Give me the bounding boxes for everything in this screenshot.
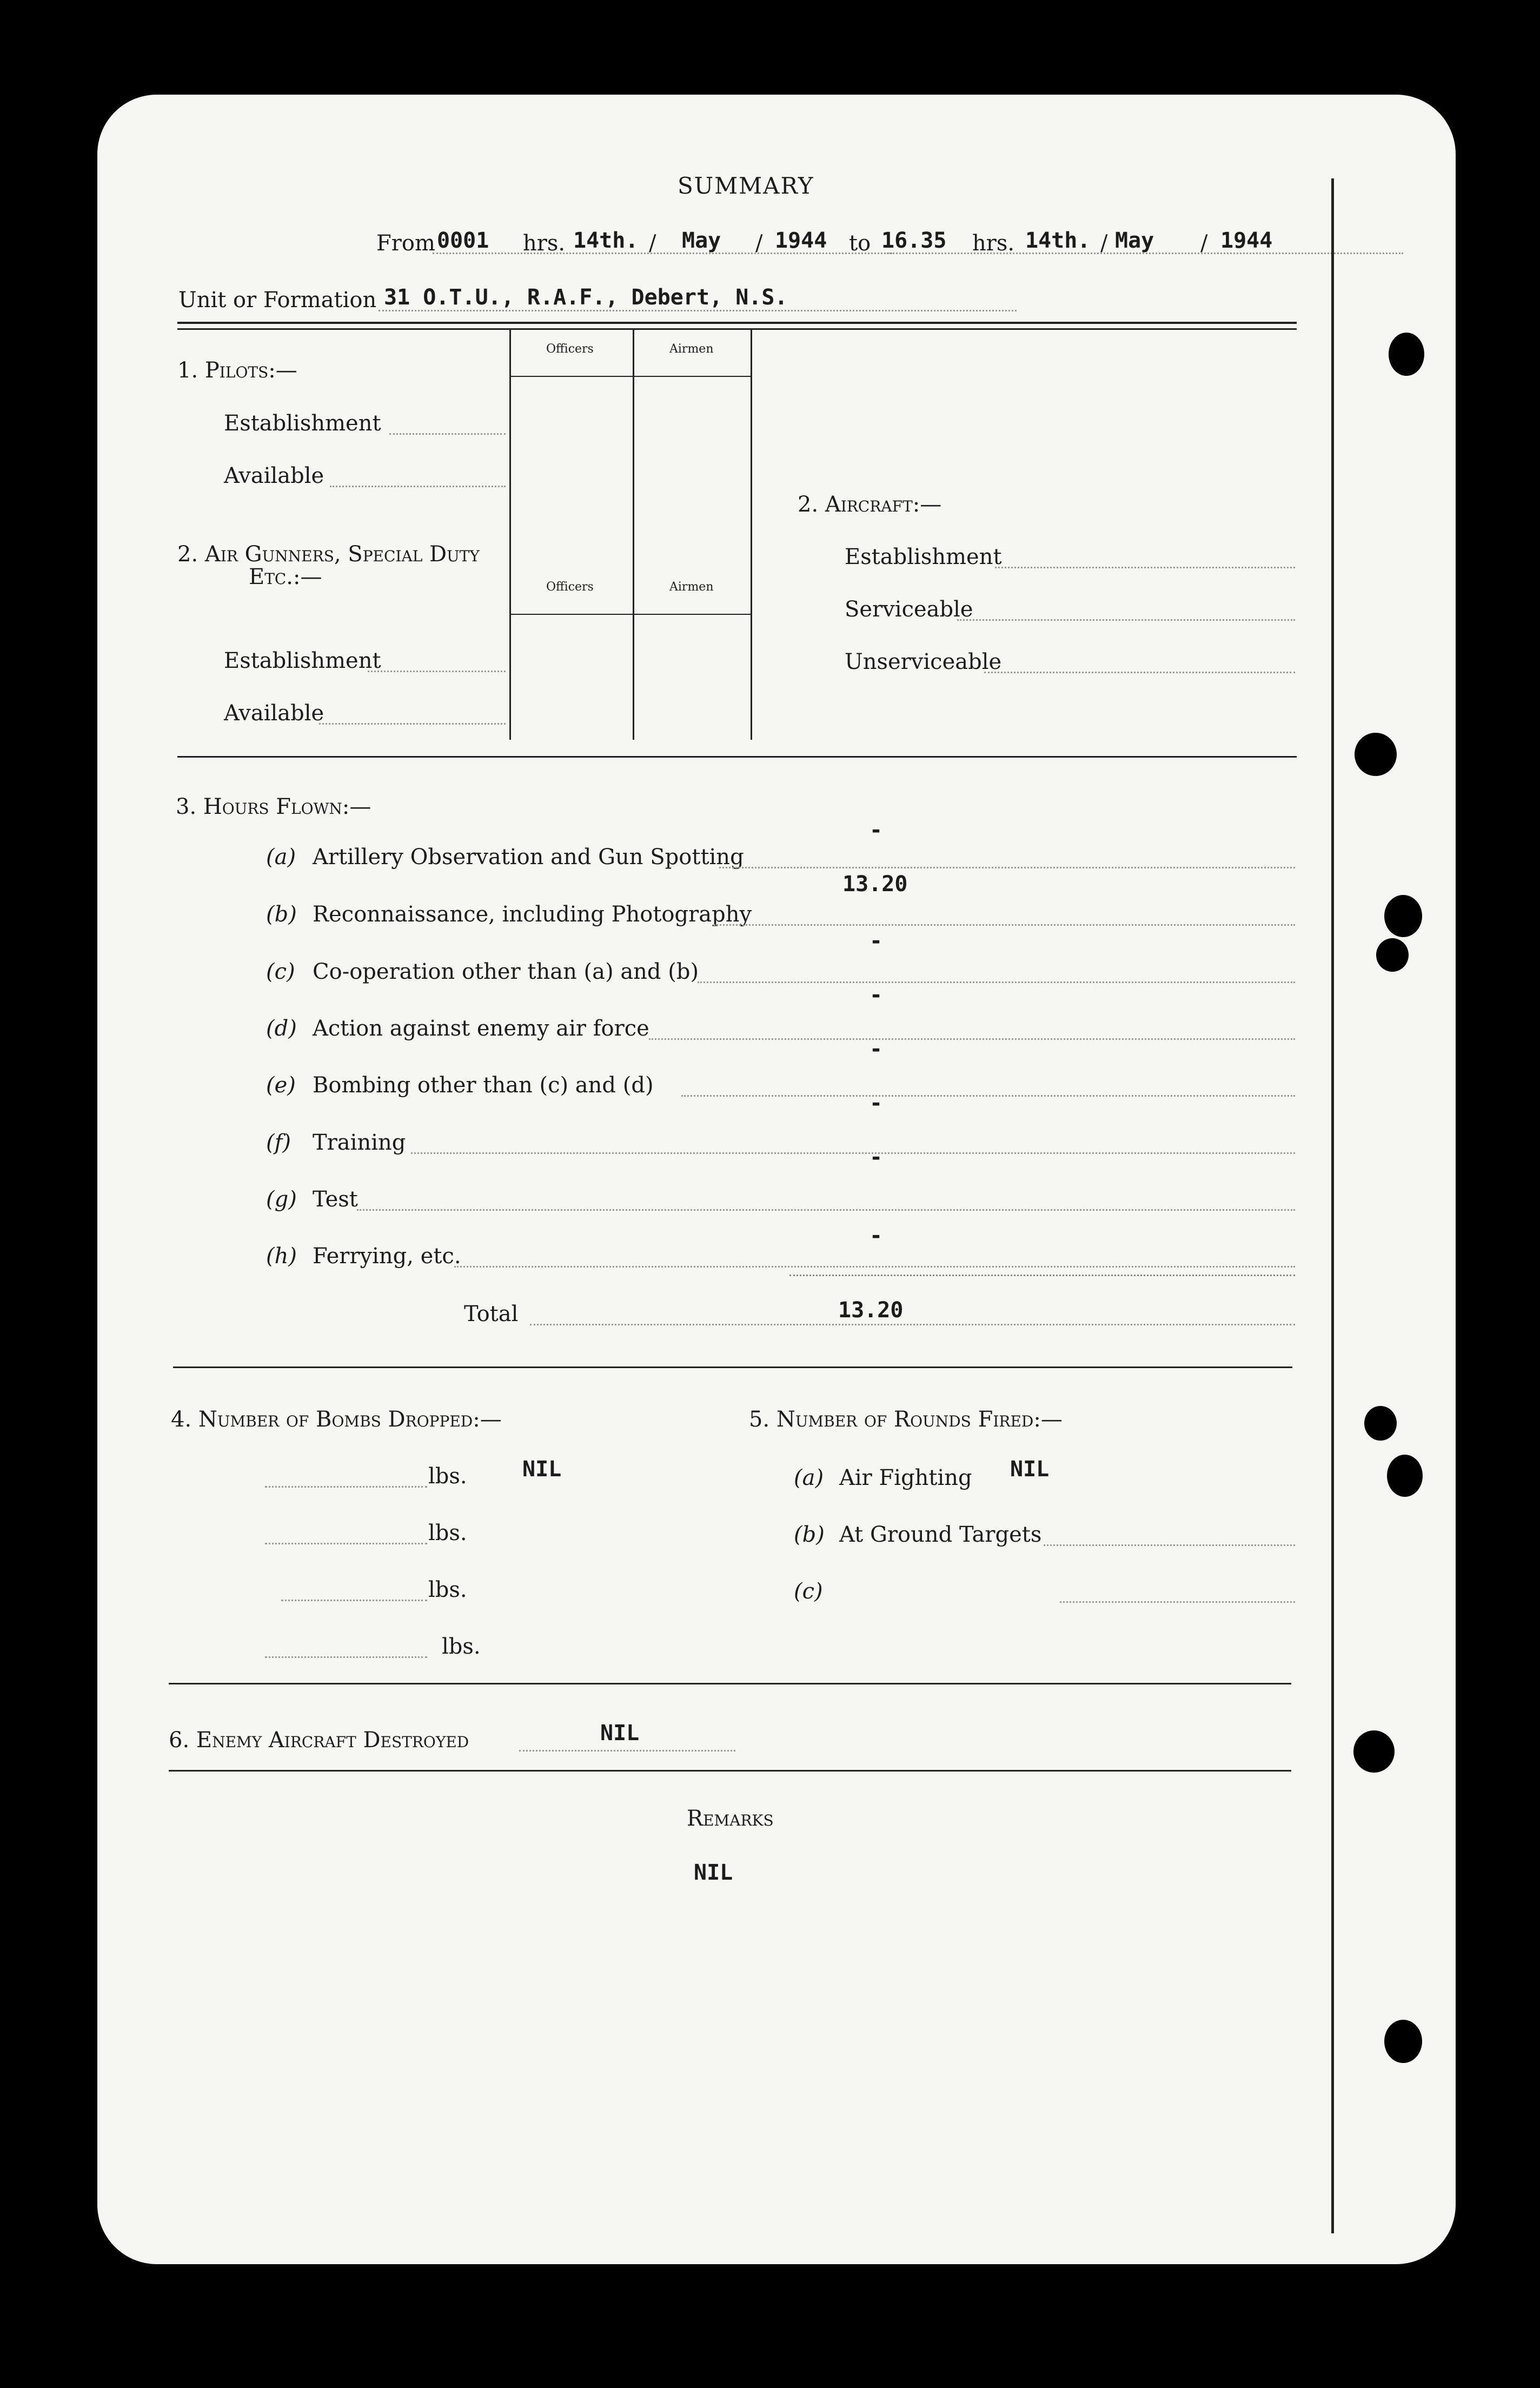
hours-item-value: - — [869, 1037, 883, 1062]
double-rule-bottom — [177, 328, 1297, 330]
binder-hole — [1364, 1406, 1397, 1441]
from-sep-1: / — [649, 231, 656, 256]
binder-hole — [1384, 895, 1422, 937]
gunners-heading: 2. Air Gunners, Special Duty — [177, 542, 480, 567]
right-margin-rule — [1331, 178, 1334, 2233]
unit-value: 31 O.T.U., R.A.F., Debert, N.S. — [384, 285, 788, 310]
pilots-heading: 1. Pilots:— — [177, 358, 297, 383]
hours-item-label: Bombing other than (c) and (d) — [313, 1073, 654, 1098]
bombs-unit-3: lbs. — [428, 1577, 467, 1602]
unit-line — [379, 310, 1017, 311]
to-sep-2: / — [1200, 231, 1208, 256]
section-rule-2 — [173, 1367, 1292, 1368]
table-col-line-2 — [633, 330, 634, 740]
to-hrs-label: hrs. — [972, 231, 1015, 256]
total-line — [530, 1324, 1295, 1325]
hours-item-line — [714, 924, 1295, 926]
total-label: Total — [464, 1302, 519, 1326]
bombs-heading: 4. Number of Bombs Dropped:— — [171, 1407, 502, 1432]
hours-item-value: 13.20 — [842, 872, 908, 897]
from-day: 14th. — [573, 228, 639, 253]
aircraft-serviceable-line — [957, 619, 1295, 621]
enemy-value: NIL — [600, 1721, 640, 1746]
to-month: May — [1115, 228, 1154, 253]
hours-item-letter: (g) — [266, 1187, 297, 1212]
bombs-row-line-4 — [265, 1656, 427, 1658]
pilots-available-line — [330, 486, 506, 487]
binder-hole — [1376, 938, 1409, 972]
remarks-heading: Remarks — [687, 1806, 774, 1831]
airmen-header-2: Airmen — [669, 580, 714, 594]
hours-item-line — [698, 981, 1295, 983]
hours-item-label: Action against enemy air force — [313, 1016, 649, 1041]
bombs-unit-2: lbs. — [428, 1521, 467, 1545]
unit-label: Unit or Formation — [178, 288, 377, 313]
hours-item-line — [411, 1152, 1295, 1154]
enemy-line — [519, 1750, 735, 1752]
from-month: May — [682, 228, 721, 253]
total-value: 13.20 — [838, 1298, 904, 1323]
section-rule-4 — [169, 1770, 1291, 1772]
bombs-row-line-3 — [281, 1600, 427, 1601]
rounds-c-line — [1060, 1601, 1295, 1603]
gunners-establishment-label: Establishment — [224, 648, 381, 673]
aircraft-unserviceable-label: Unserviceable — [845, 649, 1002, 674]
to-time: 16.35 — [881, 228, 947, 253]
hours-item-value: - — [869, 1145, 883, 1170]
to-label: to — [849, 231, 871, 256]
aircraft-establishment-line — [995, 567, 1295, 568]
bombs-row-line-2 — [265, 1543, 427, 1544]
rounds-c-letter: (c) — [794, 1579, 823, 1604]
hours-item-label: Reconnaissance, including Photography — [313, 902, 752, 927]
officers-header-1: Officers — [546, 342, 594, 356]
bombs-unit-1: lbs. — [428, 1464, 467, 1489]
form-page — [97, 95, 1456, 2264]
rounds-a-value: NIL — [1010, 1457, 1050, 1482]
hours-item-letter: (e) — [266, 1073, 296, 1098]
from-time: 0001 — [437, 228, 489, 253]
hours-item-label: Artillery Observation and Gun Spotting — [313, 845, 744, 870]
hours-item-line — [719, 867, 1295, 868]
airmen-header-1: Airmen — [669, 342, 714, 356]
bombs-value: NIL — [522, 1457, 562, 1482]
rounds-heading: 5. Number of Rounds Fired:— — [749, 1407, 1063, 1432]
hours-item-line — [649, 1038, 1295, 1040]
bombs-row-line-1 — [265, 1486, 427, 1488]
hours-item-value: - — [869, 1223, 883, 1248]
total-rule — [789, 1275, 1295, 1276]
hours-item-letter: (a) — [266, 845, 296, 870]
rounds-b-letter: (b) — [794, 1522, 825, 1547]
double-rule-top — [177, 322, 1297, 324]
to-year: 1944 — [1220, 228, 1273, 253]
bombs-unit-4: lbs. — [442, 1634, 481, 1659]
hours-item-letter: (c) — [266, 959, 295, 984]
rounds-b-label: At Ground Targets — [839, 1522, 1042, 1547]
from-sep-2: / — [755, 231, 763, 256]
aircraft-establishment-label: Establishment — [845, 545, 1002, 569]
rounds-a-letter: (a) — [794, 1465, 824, 1490]
table-col-line-3 — [751, 330, 752, 740]
enemy-label: 6. Enemy Aircraft Destroyed — [169, 1728, 469, 1753]
section-rule-1 — [177, 756, 1297, 758]
hours-item-letter: (h) — [266, 1244, 297, 1269]
to-sep-1: / — [1100, 231, 1108, 256]
gunners-available-line — [319, 723, 506, 725]
hours-item-line — [681, 1095, 1295, 1097]
hours-item-value: - — [869, 983, 883, 1007]
hours-item-line — [454, 1266, 1295, 1268]
hours-item-letter: (f) — [266, 1130, 291, 1155]
pilots-establishment-line — [389, 433, 506, 435]
from-label: From — [376, 231, 435, 256]
gunners-available-label: Available — [224, 701, 324, 726]
hours-item-letter: (b) — [266, 902, 297, 927]
table-col-line-1 — [509, 330, 511, 740]
hours-item-value: - — [869, 1091, 883, 1116]
hours-item-label: Training — [313, 1130, 406, 1155]
section-rule-3 — [169, 1683, 1291, 1684]
binder-hole — [1353, 1730, 1395, 1773]
from-hrs-label: hrs. — [523, 231, 566, 256]
form-title: SUMMARY — [678, 173, 814, 199]
from-year: 1944 — [775, 228, 827, 253]
hours-item-line — [357, 1209, 1295, 1211]
gunners-heading-2: Etc.:— — [249, 565, 322, 589]
binder-hole — [1387, 1455, 1423, 1497]
aircraft-serviceable-label: Serviceable — [845, 597, 973, 622]
hours-item-value: - — [869, 928, 883, 953]
to-day: 14th. — [1025, 228, 1091, 253]
hours-item-letter: (d) — [266, 1016, 297, 1041]
officers-header-2: Officers — [546, 580, 594, 594]
binder-hole — [1384, 2020, 1422, 2063]
hours-item-label: Co-operation other than (a) and (b) — [313, 959, 699, 984]
hours-item-label: Ferrying, etc. — [313, 1244, 461, 1269]
binder-hole — [1355, 733, 1397, 776]
aircraft-unserviceable-line — [984, 672, 1295, 673]
table-header-rule-1 — [509, 376, 751, 377]
rounds-b-line — [1044, 1544, 1295, 1546]
hours-item-label: Test — [313, 1187, 358, 1212]
pilots-available-label: Available — [224, 463, 324, 488]
binder-hole — [1389, 333, 1424, 376]
rounds-a-label: Air Fighting — [839, 1465, 972, 1490]
pilots-establishment-label: Establishment — [224, 411, 381, 436]
table-header-rule-2 — [509, 614, 751, 615]
gunners-establishment-line — [368, 671, 506, 672]
hours-item-value: - — [869, 818, 883, 843]
hours-heading: 3. Hours Flown:— — [176, 794, 371, 819]
remarks-value: NIL — [694, 1860, 733, 1885]
aircraft-heading: 2. Aircraft:— — [798, 492, 942, 517]
